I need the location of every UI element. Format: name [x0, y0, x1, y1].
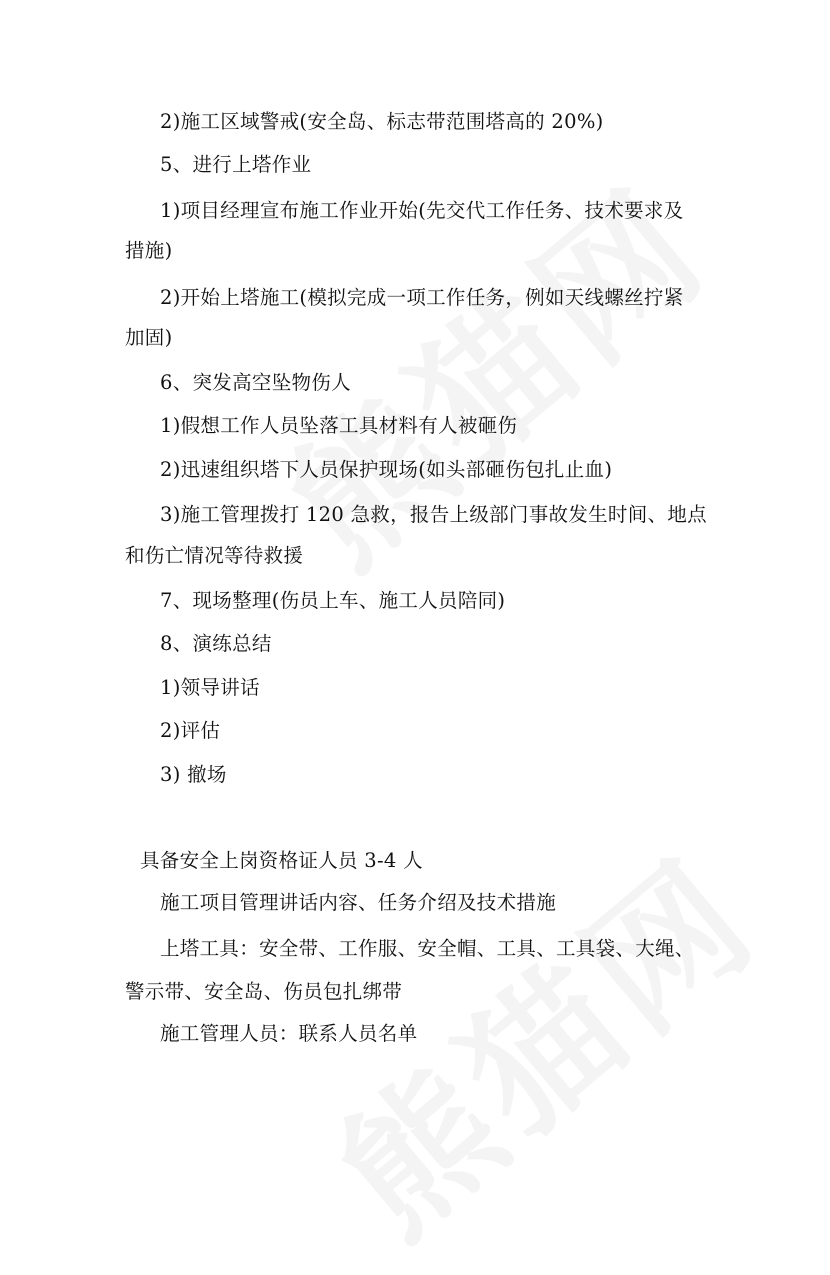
paragraph-line: 和伤亡情况等待救援 [125, 544, 304, 567]
paragraph-line: 2)评估 [160, 719, 221, 742]
section-heading: 8、演练总结 [160, 632, 272, 655]
paragraph-line: 3) 撤场 [160, 763, 227, 786]
section-heading: 6、突发高空坠物伤人 [160, 371, 351, 394]
paragraph-line: 措施) [125, 239, 173, 262]
paragraph-line: 2)施工区域警戒(安全岛、标志带范围塔高的 20%) [160, 110, 604, 133]
paragraph-line: 2)开始上塔施工(模拟完成一项工作任务，例如天线螺丝拧紧 [160, 286, 684, 309]
section-heading: 7、现场整理(伤员上车、施工人员陪同) [160, 589, 506, 612]
paragraph-line: 3)施工管理拨打 120 急救，报告上级部门事故发生时间、地点 [160, 503, 707, 526]
paragraph-line: 施工项目管理讲话内容、任务介绍及技术措施 [160, 891, 557, 914]
paragraph-line: 警示带、安全岛、伤员包扎绑带 [125, 980, 403, 1003]
paragraph-line: 1)项目经理宣布施工作业开始(先交代工作任务、技术要求及 [160, 199, 684, 222]
paragraph-line: 1)假想工作人员坠落工具材料有人被砸伤 [160, 414, 518, 437]
paragraph-line: 2)迅速组织塔下人员保护现场(如头部砸伤包扎止血) [160, 458, 613, 481]
paragraph-line: 具备安全上岗资格证人员 3-4 人 [140, 849, 423, 872]
section-heading: 5、进行上塔作业 [160, 153, 312, 176]
paragraph-line: 1)领导讲话 [160, 676, 260, 699]
paragraph-line: 施工管理人员：联系人员名单 [160, 1022, 418, 1045]
paragraph-line: 加固) [125, 326, 173, 349]
paragraph-line: 上塔工具：安全带、工作服、安全帽、工具、工具袋、大绳、 [160, 937, 695, 960]
